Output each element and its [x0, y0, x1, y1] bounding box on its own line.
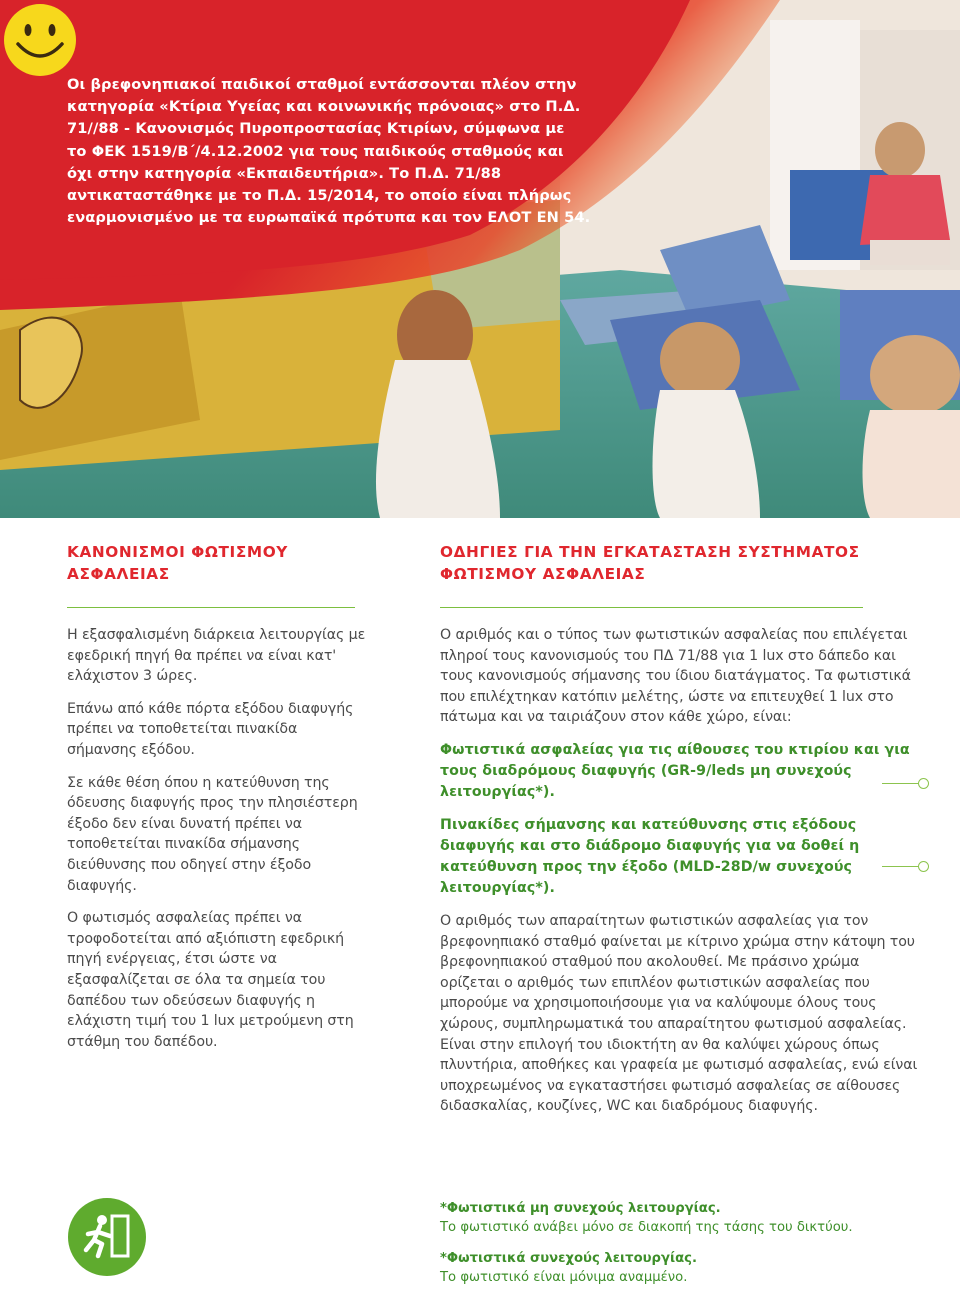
- regulation-paragraph: Επάνω από κάθε πόρτα εξόδου διαφυγής πρέπει να τοποθετείται πινακίδα σήμανσης εξόδου.: [67, 700, 354, 758]
- connector-line: [882, 783, 920, 784]
- hero-banner: [0, 0, 960, 518]
- connector-line: [882, 866, 920, 867]
- hero-intro-paragraph: [67, 74, 627, 229]
- running-man-exit-icon: [68, 1198, 146, 1276]
- regulation-paragraph: Η εξασφαλισμένη διάρκεια λειτουργίας με εφεδρική πηγή θα πρέπει να είναι κατ' ελάχιστον 3 ώρες.: [67, 627, 366, 685]
- section-heading: [67, 541, 367, 599]
- hero-line: εναρμονισμένο με τα ευρωπαϊκά πρότυπα και τον ΕΛΟΤ ΕΝ 54.: [67, 209, 591, 227]
- footnote-title: *Φωτιστικά συνεχούς λειτουργίας.: [440, 1251, 698, 1266]
- section-heading: [440, 541, 918, 599]
- instructions-closing: Ο αριθμός των απαραίτητων φωτιστικών ασφαλείας για τον βρεφονηπιακό σταθμό φαίνεται με κίτρινο χρώμα στην κάτοψη του βρεφονηπιακού σταθμού που ακολουθεί. Με πράσινο χρώμα ορίζεται ο αριθμός των επιπλέον φωτιστικών ασφαλείας που μπορούμε να χρησιμοποιήσουμε για να καλύψουμε όλους τους χώρους, συμπληρωματικά του απαραίτητου φωτισμού ασφαλείας. Είναι στην επιλογή του ιδιοκτήτη αν θα καλύψει χώρους όπως πλυντήρια, αποθήκες και γραφεία με φωτισμό ασφαλείας, ενώ είναι υποχρεωμένος να εγκαταστήσει φωτισμό ασφαλείας σε αίθουσες διδασκαλίας, κουζίνες, WC και διαδρόμους διαφυγής.: [440, 912, 918, 1115]
- regulation-paragraph: Σε κάθε θέση όπου η κατεύθυνση της όδευσης διαφυγής προς την πλησιέστερη έξοδο δεν είναι δυνατή πρέπει να τοποθετείται πινακίδα σήμανσης διεύθυνσης που οδηγεί στην έξοδο διαφυγής.: [67, 774, 358, 894]
- highlight-exit-signs: Πινακίδες σήμανσης και κατεύθυνσης στις εξόδους διαφυγής και στο διάδρομο διαφυγής για να δοθεί η κατεύθυνση προς την έξοδο (MLD-28D/w συνεχούς λειτουργίας*).: [440, 816, 860, 896]
- footnote-text: Το φωτιστικό είναι μόνιμα αναμμένο.: [440, 1270, 688, 1285]
- footnote-title: *Φωτιστικά μη συνεχούς λειτουργίας.: [440, 1201, 721, 1216]
- connector-dot: [918, 861, 929, 872]
- hero-line: 71//88 - Κανονισμός Πυροπροστασίας Κτιρίων, σύμφωνα με: [67, 120, 565, 138]
- lighting-regulations-section: [67, 541, 367, 1064]
- highlight-emergency-luminaires: Φωτιστικά ασφαλείας για τις αίθουσες του κτιρίου και για τους διαδρόμους διαφυγής (GR-9/leds μη συνεχούς λειτουργίας*).: [440, 741, 910, 800]
- heading-line: ΚΑΝΟΝΙΣΜΟΙ ΦΩΤΙΣΜΟΥ: [67, 543, 288, 561]
- installation-instructions-section: [440, 541, 918, 1129]
- heading-line: ΑΣΦΑΛΕΙΑΣ: [67, 565, 170, 583]
- section-divider: [440, 607, 863, 608]
- footnote-text: Το φωτιστικό ανάβει μόνο σε διακοπή της τάσης του δικτύου.: [440, 1220, 853, 1235]
- section-divider: [67, 607, 355, 608]
- hero-line: όχι στην κατηγορία «Εκπαιδευτήρια». Το Π.Δ. 71/88: [67, 164, 502, 182]
- regulation-paragraph: Ο φωτισμός ασφαλείας πρέπει να τροφοδοτείται από αξιόπιστη εφεδρική πηγή ενέργειας, έτσι ώστε να εξασφαλίζεται σε όλα τα σημεία του δαπέδου των οδεύσεων διαφυγής η ελάχιστη τιμή του 1 lux μετρούμενη στη στάθμη του δαπέδου.: [67, 910, 354, 1050]
- heading-line: ΟΔΗΓΙΕΣ ΓΙΑ ΤΗΝ ΕΓΚΑΤΑΣΤΑΣΗ ΣΥΣΤΗΜΑΤΟΣ: [440, 543, 860, 561]
- hero-line: το ΦΕΚ 1519/Β΄/4.12.2002 για τους παιδικούς σταθμούς και: [67, 142, 564, 160]
- hero-line: Οι βρεφονηπιακοί παιδικοί σταθμοί εντάσσονται πλέον στην: [67, 76, 577, 93]
- hero-line: αντικαταστάθηκε με το Π.Δ. 15/2014, το οποίο είναι πλήρως: [67, 187, 572, 205]
- heading-line: ΦΩΤΙΣΜΟΥ ΑΣΦΑΛΕΙΑΣ: [440, 565, 646, 583]
- instructions-intro: Ο αριθμός και ο τύπος των φωτιστικών ασφαλείας που επιλέγεται πληροί τους κανονισμούς του ΠΔ 71/88 για 1 lux στο δάπεδο και τους κανονισμούς σήμανσης του ίδιου διατάγματος. Τα φωτιστικά που επιλέχτηκαν κατόπιν μελέτης, ώστε να επιτευχθεί 1 lux στο πάτωμα και να ταιριάζουν στον κάθε χώρο, είναι:: [440, 627, 911, 726]
- connector-dot: [918, 778, 929, 789]
- hero-line: κατηγορία «Κτίρια Υγείας και κοινωνικής πρόνοιας» στο Π.Δ.: [67, 98, 581, 116]
- footnotes: [440, 1199, 910, 1299]
- smiley-face-icon: [0, 0, 80, 80]
- running-man-glyph: [68, 1198, 146, 1276]
